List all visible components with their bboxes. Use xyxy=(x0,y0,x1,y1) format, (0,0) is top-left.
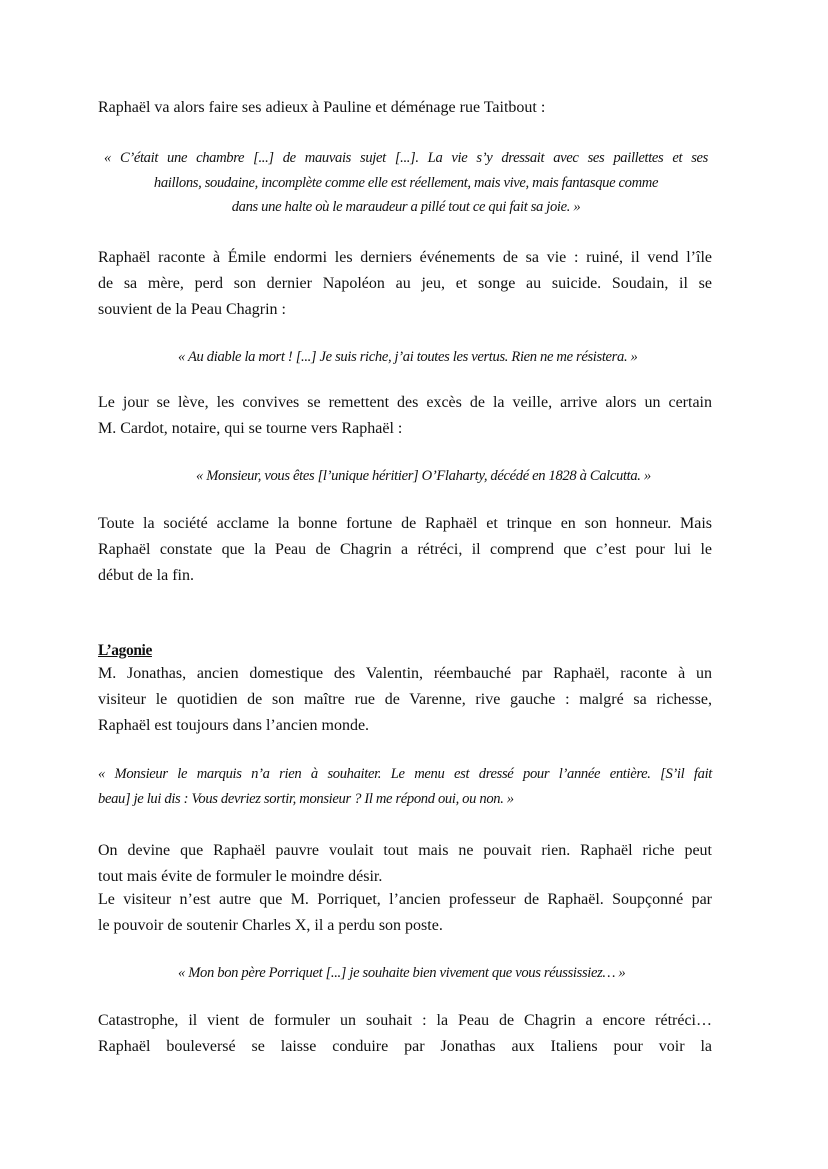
paragraph-emile xyxy=(98,245,712,323)
text-line: haillons, soudaine, incomplète comme elle est réellement, mais vive, mais fantasque comme xyxy=(153,174,659,191)
text-line: « Monsieur, vous êtes [l’unique héritier] O’Flaharty, décédé en 1828 à Calcutta. » xyxy=(196,468,651,484)
text-line: Raphaël va alors faire ses adieux à Pauline et déménage rue Taitbout : xyxy=(98,99,546,116)
heading-agonie: L’agonie xyxy=(98,642,152,659)
text-line: « Mon bon père Porriquet [...] je souhaite bien vivement que vous réussissiez… » xyxy=(178,965,626,981)
text-line: « Au diable la mort ! [...] Je suis riche, j’ai toutes les vertus. Rien ne me résistera. » xyxy=(178,349,638,365)
text-line: Raphaël est toujours dans l’ancien monde. xyxy=(98,717,370,734)
text-line: Catastrophe, il vient de formuler un souhait : la Peau de Chagrin a encore rétréci… xyxy=(98,1012,712,1029)
text-line: Raphaël raconte à Émile endormi les derniers événements de sa vie : ruiné, il vend l’île xyxy=(98,249,712,266)
paragraph-cardot xyxy=(98,390,712,442)
paragraph-catastrophe xyxy=(98,1008,712,1060)
text-line: M. Jonathas, ancien domestique des Valentin, réembauché par Raphaël, raconte à un xyxy=(98,665,712,682)
text-line: beau] je lui dis : Vous devriez sortir, monsieur ? Il me répond oui, ou non. » xyxy=(98,790,514,807)
text-line: Raphaël bouleversé se laisse conduire par Jonathas aux Italiens pour voir la xyxy=(98,1038,712,1055)
text-line: le pouvoir de soutenir Charles X, il a perdu son poste. xyxy=(98,917,443,934)
text-line: souvient de la Peau Chagrin : xyxy=(98,301,286,318)
text-line: Raphaël constate que la Peau de Chagrin a rétréci, il comprend que c’est pour lui le xyxy=(98,541,712,558)
text-line: dans une halte où le maraudeur a pillé tout ce qui fait sa joie. » xyxy=(231,199,581,215)
text-line: Le jour se lève, les convives se remettent des excès de la veille, arrive alors un certain xyxy=(98,394,712,411)
text-line: Toute la société acclame la bonne fortune de Raphaël et trinque en son honneur. Mais xyxy=(98,515,712,532)
paragraph-adieux xyxy=(98,95,712,121)
text-line: « Monsieur le marquis n’a rien à souhaiter. Le menu est dressé pour l’année entière. [S’il fait xyxy=(98,766,712,782)
quote-chambre xyxy=(104,146,708,220)
paragraph-devine xyxy=(98,838,712,890)
paragraph-porriquet xyxy=(98,887,712,939)
quote-heritier xyxy=(196,464,716,489)
text-line: On devine que Raphaël pauvre voulait tout mais ne pouvait rien. Raphaël riche peut xyxy=(98,842,712,859)
text-line: de sa mère, perd son dernier Napoléon au jeu, et songe au suicide. Soudain, il se xyxy=(98,275,712,292)
paragraph-jonathas xyxy=(98,661,712,739)
text-line: visiteur le quotidien de son maître rue de Varenne, rive gauche : malgré sa richesse, xyxy=(98,691,712,708)
quote-marquis xyxy=(98,762,712,811)
text-line: tout mais évite de formuler le moindre désir. xyxy=(98,868,383,885)
text-line: Le visiteur n’est autre que M. Porriquet, l’ancien professeur de Raphaël. Soupçonné par xyxy=(98,891,712,908)
text-line: début de la fin. xyxy=(98,567,194,584)
quote-diable xyxy=(178,345,688,370)
paragraph-societe xyxy=(98,511,712,589)
text-line: « C’était une chambre [...] de mauvais sujet [...]. La vie s’y dressait avec ses paillettes et ses xyxy=(104,150,708,166)
quote-porriquet xyxy=(178,961,698,986)
text-line: M. Cardot, notaire, qui se tourne vers Raphaël : xyxy=(98,420,403,437)
